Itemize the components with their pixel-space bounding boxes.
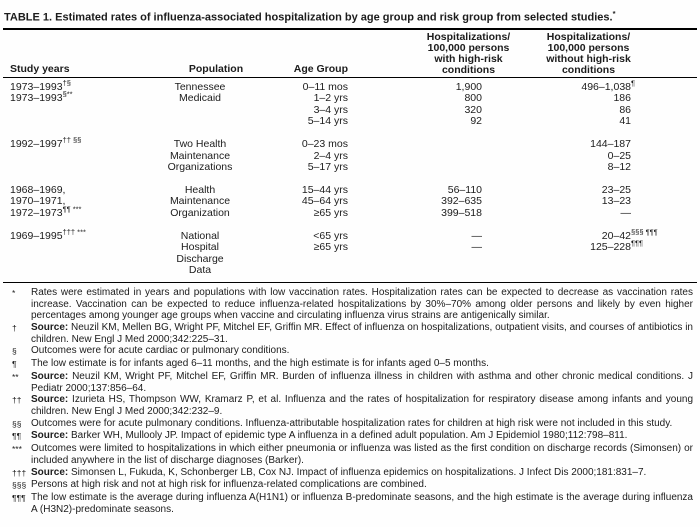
cell-age-group: ≥65 yrs	[313, 207, 348, 219]
cell-rate-without-high-risk: 0–25	[607, 149, 631, 162]
cell-population: Data	[188, 264, 212, 277]
column-header-study-years: Study years	[10, 62, 70, 75]
column-header-line: Hospitalizations/	[546, 30, 631, 43]
footnote-source-label: Source:	[31, 466, 69, 478]
cell-age-group: ≥65 yrs	[313, 241, 348, 254]
column-header-line: 100,000 persons	[427, 41, 510, 54]
column-header-without-high-risk	[516, 32, 661, 76]
column-header-line: without high-risk	[546, 52, 631, 65]
footnote	[3, 394, 697, 417]
footnote	[3, 345, 697, 358]
cell-age-group: 0–23 mos	[301, 138, 348, 151]
footnote-marker: ¶	[12, 359, 17, 370]
footnote	[3, 492, 697, 515]
cell-rate-without-high-risk: 86	[619, 103, 631, 116]
table-row	[3, 89, 697, 105]
study-footnote-marker: ††† ***	[62, 227, 86, 237]
cell-age-group: 5–14 yrs	[307, 115, 348, 128]
footnote	[3, 467, 697, 480]
cell-rate-without-high-risk: 13–23	[601, 195, 631, 208]
table-row	[3, 238, 697, 254]
table-row	[3, 105, 697, 117]
rate-footnote-marker: ¶¶¶	[631, 238, 644, 248]
column-header-population: Population	[188, 62, 244, 75]
cell-age-group	[250, 265, 358, 277]
footnote	[3, 287, 697, 322]
footnote-text: The low estimate is for infants aged 6–11 months, and the high estimate is for infants aged 0–5 months.	[31, 358, 489, 370]
cell-population: Maintenance	[169, 149, 231, 162]
cell-rate-without-high-risk: 496–1,038¶	[581, 78, 636, 93]
footnote-source-label: Source:	[31, 394, 69, 406]
cell-rate-high-risk	[358, 151, 492, 163]
cell-rate-without-high-risk: 41	[619, 115, 631, 128]
study-block	[3, 227, 697, 277]
cell-age-group: 0–11 mos	[302, 80, 348, 93]
table-row	[3, 151, 697, 163]
cell-study-years	[3, 265, 150, 277]
cell-rate-high-risk: 392–635	[441, 195, 482, 208]
cell-rate-without-high-risk: 23–25	[601, 183, 631, 196]
cell-rate-high-risk	[358, 265, 492, 277]
cell-age-group: 15–44 yrs	[301, 183, 348, 196]
footnote-text: Persons at high risk and not at high risk for influenza-related complications are combined.	[31, 479, 427, 491]
study-block	[3, 185, 697, 220]
cell-population: Discharge	[176, 252, 224, 265]
column-header-line: conditions	[441, 63, 496, 76]
footnote	[3, 322, 697, 345]
cell-age-group: 2–4 yrs	[313, 149, 348, 162]
rate-footnote-marker: ¶	[631, 78, 636, 88]
footnote-text: Source: Barker WH, Mullooly JP. Impact of epidemic type A influenza in a defined adult population. Am J Epidemiol 1980;112:798–811.	[31, 430, 628, 442]
cell-study-years: 1968–1969,	[10, 183, 66, 196]
cell-population: Two Health	[173, 138, 227, 151]
footnote	[3, 430, 697, 443]
cell-population: Health	[184, 183, 216, 196]
table-header	[3, 30, 697, 78]
footnote	[3, 418, 697, 431]
cell-rate-high-risk: 92	[470, 115, 482, 128]
table-row	[3, 265, 697, 277]
cell-study-years	[3, 151, 150, 163]
table-row	[3, 162, 697, 174]
cell-study-years: 1969–1995††† ***	[10, 227, 86, 242]
cell-rate-high-risk: 399–518	[441, 207, 482, 219]
footnote-marker: *	[12, 287, 16, 298]
cell-rate-without-high-risk: —	[620, 207, 631, 219]
footnote-text: Outcomes were for acute cardiac or pulmonary conditions.	[31, 345, 290, 357]
cell-study-years	[3, 116, 150, 128]
table-row	[3, 196, 697, 208]
cell-rate-high-risk: 800	[464, 92, 482, 105]
cell-rate-high-risk	[358, 139, 492, 151]
cell-population: Hospital	[181, 241, 219, 254]
cell-rate-high-risk: 1,900	[455, 80, 482, 93]
cell-rate-high-risk	[358, 254, 492, 266]
table-title-text: TABLE 1. Estimated rates of influenza-associated hospitalization by age group and risk group from selected studies.	[4, 11, 613, 24]
cell-population: Maintenance	[169, 195, 231, 208]
table-row	[3, 185, 697, 197]
cell-age-group: 1–2 yrs	[313, 92, 348, 105]
footnote-text: Source: Simonsen L, Fukuda, K, Schonberger LB, Cox NJ. Impact of influenza epidemics on hospitalizations. J Infect Dis 2000;181:831–7.	[31, 466, 647, 478]
column-header-age-group: Age Group	[293, 62, 348, 75]
cell-age-group	[250, 254, 358, 266]
study-footnote-marker: †† §§	[62, 135, 82, 145]
footnote	[3, 371, 697, 394]
footnote-source-label: Source:	[31, 370, 69, 382]
cell-study-years: 1973–1993†§	[10, 78, 71, 93]
footnotes-section	[3, 287, 697, 515]
footnote-marker: †	[12, 323, 17, 334]
footnote-text: Source: Izurieta HS, Thompson WW, Kramarz P, et al. Influenza and the rates of hospitalization for respiratory disease among infants and young children. New Engl J Med 2000;342:232–9.	[31, 394, 693, 417]
cell-rate-high-risk	[358, 162, 492, 174]
cell-rate-without-high-risk: 186	[613, 92, 631, 105]
cell-population: Organizations	[167, 161, 233, 174]
cell-study-years	[3, 242, 150, 254]
footnote-marker: ¶¶	[12, 431, 22, 442]
table-row	[3, 254, 697, 266]
footnote-marker: ¶¶¶	[12, 492, 26, 503]
cell-study-years: 1972–1973¶¶ ***	[10, 204, 82, 219]
footnote-marker: §§§	[12, 480, 27, 491]
table-row	[3, 116, 697, 128]
table-row	[3, 135, 697, 151]
footnote-marker: **	[12, 371, 19, 382]
cell-population	[150, 105, 250, 117]
study-footnote-marker: ¶¶ ***	[62, 204, 82, 214]
column-header-line: conditions	[561, 63, 616, 76]
study-footnote-marker: †§	[62, 78, 71, 88]
cell-study-years	[3, 162, 150, 174]
table-title	[0, 0, 700, 28]
cell-rate-without-high-risk	[492, 254, 648, 266]
footnote-text: Source: Neuzil KM, Mellen BG, Wright PF, Mitchel EF, Griffin MR. Effect of influenza on hospitalizations, outpatient visits, and courses of antibiotics in children. New Engl J Med 2000;342:225–31.	[31, 322, 693, 345]
cell-rate-high-risk: 56–110	[447, 183, 482, 196]
cell-study-years: 1973–1993§**	[10, 89, 73, 105]
footnote-source-label: Source:	[31, 430, 69, 442]
cell-rate-without-high-risk: 125–228¶¶¶	[590, 238, 644, 254]
footnote-marker: §	[12, 346, 17, 357]
footnote-text: Outcomes were limited to hospitalizations in which either pneumonia or influenza was listed as the first condition on discharge records (Simonsen) or included anywhere in the list of discharge diagnoses (Barker).	[31, 443, 693, 466]
cell-rate-without-high-risk: 144–187	[590, 138, 631, 151]
footnote	[3, 358, 697, 371]
cell-rate-without-high-risk: 8–12	[607, 161, 631, 174]
footnote-marker: ***	[12, 444, 22, 455]
cell-study-years	[3, 254, 150, 266]
cell-population: Tennessee	[174, 80, 226, 93]
rate-footnote-marker: §§§ ¶¶¶	[631, 227, 658, 237]
cell-age-group: 45–64 yrs	[301, 195, 348, 208]
study-block	[3, 135, 697, 174]
cell-rate-high-risk: 320	[464, 103, 482, 116]
footnote-text: Rates were estimated in years and populations with low vaccination rates. Hospitalization rates can be expected to decrease as vaccination rates increase. Vaccination can be expected to reduce influenza-related hospitalizations by 30%–70% among older persons and likely by even higher percentages among younger age groups when vaccine and circulating influenza virus strains are antigenically similar.	[31, 286, 693, 322]
footnote-source-label: Source:	[31, 322, 69, 334]
footnote-text: The low estimate is the average during influenza A(H1N1) or influenza B-predominate seasons, and the high estimate is the average during influenza A (H3N2)-predominate seasons.	[31, 491, 693, 515]
footnote-text: Source: Neuzil KM, Wright PF, Mitchel EF, Griffin MR. Burden of influenza illness in children with asthma and other chronic medical conditions. J Pediatr 2000;137:856–64.	[31, 370, 693, 394]
table-title-footnote-marker: *	[612, 9, 616, 18]
cell-study-years	[3, 105, 150, 117]
column-header-line: 100,000 persons	[547, 41, 630, 54]
cell-rate-high-risk: —	[471, 241, 482, 254]
table-row	[3, 204, 697, 220]
cell-population: Organization	[170, 207, 230, 219]
footnote-marker: ††	[12, 395, 22, 406]
cell-population	[150, 116, 250, 128]
cell-rate-without-high-risk: 20–42§§§ ¶¶¶	[601, 227, 658, 242]
table-body	[3, 78, 697, 283]
cell-population: Medicaid	[178, 92, 222, 105]
cell-population: National	[180, 229, 220, 242]
footnote-marker: †††	[12, 467, 27, 478]
study-block	[3, 78, 697, 128]
cell-age-group: 5–17 yrs	[307, 161, 348, 174]
footnote-text: Outcomes were for acute pulmonary conditions. Influenza-attributable hospitalization rates for children at high risk were not included in this study.	[31, 417, 673, 429]
footnote	[3, 443, 697, 466]
column-header-line: with high-risk	[434, 52, 503, 65]
cell-rate-high-risk: —	[471, 229, 482, 242]
cell-age-group: <65 yrs	[313, 229, 348, 242]
footnote	[3, 479, 697, 492]
cell-study-years: 1970–1971,	[10, 195, 66, 208]
study-footnote-marker: §**	[62, 89, 73, 99]
table-row	[3, 78, 697, 94]
cell-age-group: 3–4 yrs	[313, 103, 348, 116]
footnote-marker: §§	[12, 418, 22, 429]
cell-study-years: 1992–1997†† §§	[10, 135, 82, 151]
column-header-line: Hospitalizations/	[426, 30, 511, 43]
cell-rate-without-high-risk	[492, 265, 648, 277]
